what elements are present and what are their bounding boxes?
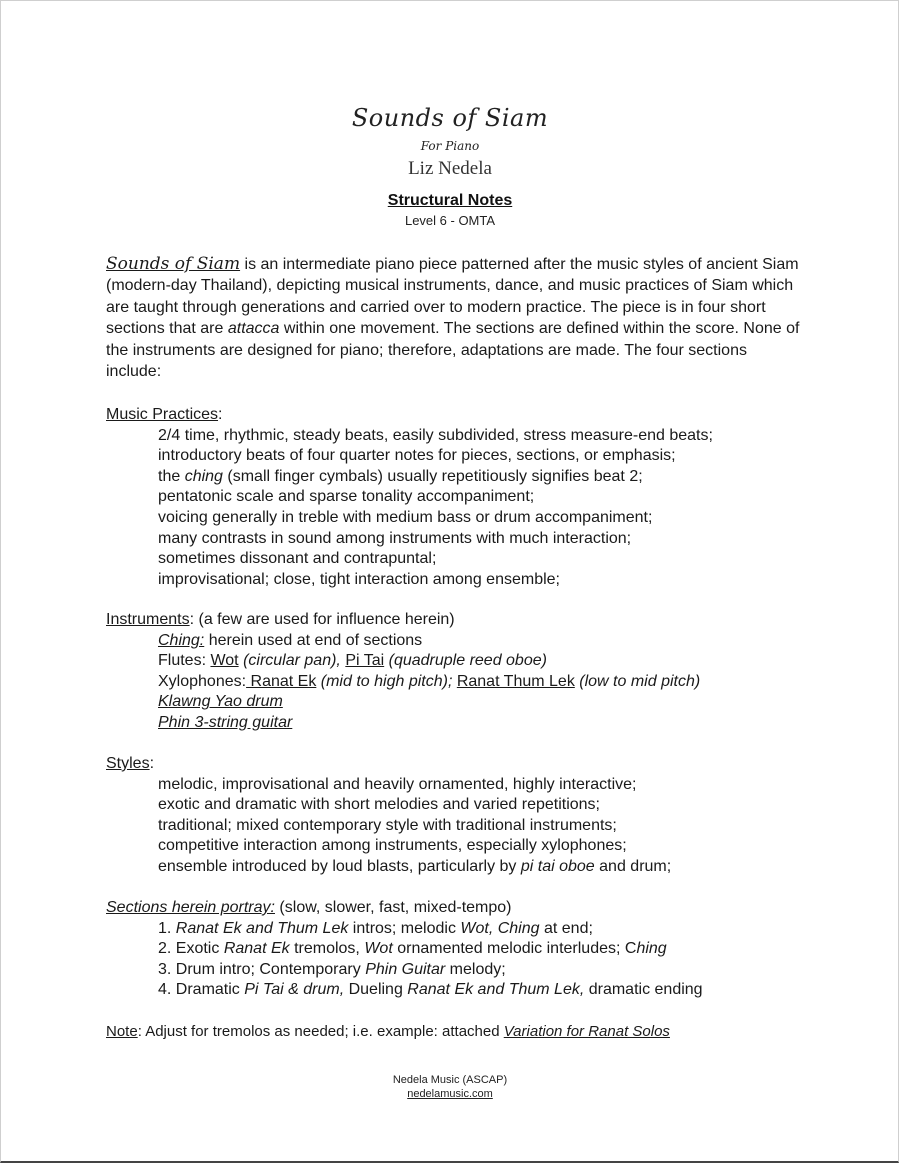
list-item: traditional; mixed contemporary style with traditional instruments; xyxy=(158,816,617,834)
list-item: ensemble introduced by loud blasts, particularly by pi tai oboe and drum; xyxy=(158,857,672,875)
footer-website[interactable]: nedelamusic.com xyxy=(407,1088,493,1100)
list-item: the ching (small finger cymbals) usually repetitiously signifies beat 2; xyxy=(158,467,643,485)
sections-list xyxy=(106,919,846,1001)
music-practices-list xyxy=(106,426,846,591)
list-item: many contrasts in sound among instruments with much interaction; xyxy=(158,529,632,547)
instruments-section xyxy=(106,610,846,734)
list-item: Klawng Yao drum xyxy=(158,693,283,711)
intro-title-ref: Sounds of Siam xyxy=(106,254,241,274)
list-item: competitive interaction among instruments, especially xylophones; xyxy=(158,837,627,855)
music-practices-heading: Music Practices: xyxy=(106,406,223,423)
piece-subtitle: For Piano xyxy=(420,139,480,153)
styles-heading: Styles: xyxy=(106,755,155,772)
list-item: melodic, improvisational and heavily ornamented, highly interactive; xyxy=(158,775,637,793)
intro-paragraph: Sounds of Siam is an intermediate piano piece patterned after the music styles of ancient Siam (modern-day Thailand), depicting musical instruments, dance, and music practices of Siam which are taught through generations and carried over to modern practice. The piece is in four short sections that are attacca within one movement. The sections are defined within the score. None of the instruments are designed for piano; therefore, adaptations are made. The four sections include: xyxy=(106,254,800,381)
list-item: 1. Ranat Ek and Thum Lek intros; melodic Wot, Ching at end; xyxy=(158,919,593,937)
music-practices-section xyxy=(106,405,846,590)
structural-notes-heading: Structural Notes xyxy=(387,192,513,209)
note-line: Note: Adjust for tremolos as needed; i.e. example: attached Variation for Ranat Solos xyxy=(106,1023,670,1040)
list-item: Phin 3-string guitar xyxy=(158,713,293,731)
sections-heading: Sections herein portray: (slow, slower, fast, mixed-tempo) xyxy=(106,899,512,916)
list-item: Flutes: Wot (circular pan), Pi Tai (quadruple reed oboe) xyxy=(158,652,547,670)
footer-publisher: Nedela Music (ASCAP) xyxy=(392,1074,508,1086)
list-item: sometimes dissonant and contrapuntal; xyxy=(158,550,437,568)
piece-title: Sounds of Siam xyxy=(351,104,549,132)
composer-name: Liz Nedela xyxy=(408,158,492,179)
list-item: improvisational; close, tight interaction among ensemble; xyxy=(158,570,560,588)
instruments-heading: Instruments: (a few are used for influence herein) xyxy=(106,611,455,628)
list-item: pentatonic scale and sparse tonality accompaniment; xyxy=(158,488,535,506)
variation-link[interactable]: Variation for Ranat Solos xyxy=(503,1023,670,1040)
list-item: Xylophones: Ranat Ek (mid to high pitch); Ranat Thum Lek (low to mid pitch) xyxy=(158,672,701,690)
list-item: 4. Dramatic Pi Tai & drum, Dueling Ranat Ek and Thum Lek, dramatic ending xyxy=(158,981,703,999)
list-item: introductory beats of four quarter notes for pieces, sections, or emphasis; xyxy=(158,447,676,465)
list-item: voicing generally in treble with medium bass or drum accompaniment; xyxy=(158,508,653,526)
level-label: Level 6 - OMTA xyxy=(404,213,496,228)
styles-list xyxy=(106,775,846,878)
instruments-list xyxy=(106,631,846,734)
list-item: exotic and dramatic with short melodies and varied repetitions; xyxy=(158,796,600,814)
list-item: 2. Exotic Ranat Ek tremolos, Wot ornamented melodic interludes; Ching xyxy=(158,940,667,958)
styles-section xyxy=(106,754,846,878)
list-item: Ching: herein used at end of sections xyxy=(158,631,423,649)
sections-portray-section xyxy=(106,898,846,1001)
list-item: 2/4 time, rhythmic, steady beats, easily subdivided, stress measure-end beats; xyxy=(158,426,713,444)
list-item: 3. Drum intro; Contemporary Phin Guitar melody; xyxy=(158,960,506,978)
